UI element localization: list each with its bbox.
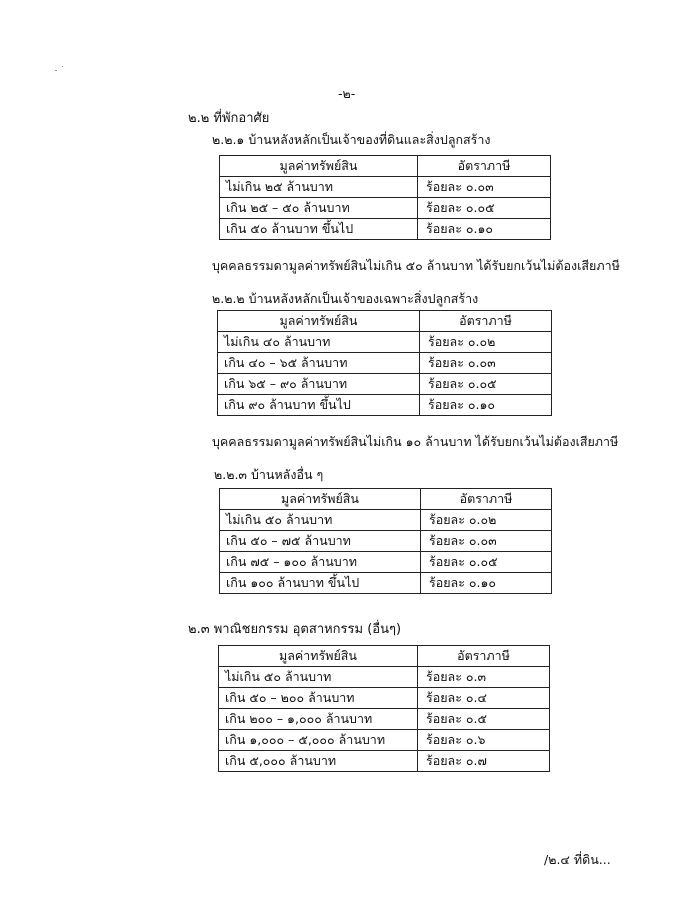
tax-rate-cell: ร้อยละ ๐.๔ [418, 688, 550, 709]
header-tax-rate: อัตราภาษี [420, 311, 552, 332]
header-tax-rate: อัตราภาษี [418, 156, 551, 177]
section-2-2-title: ๒.๒ ที่พักอาศัย [188, 111, 270, 126]
table-row [220, 219, 551, 240]
tax-rate-cell: ร้อยละ ๐.๑๐ [420, 395, 552, 416]
property-value-cell: เกิน ๙๐ ล้านบาท ขึ้นไป [218, 395, 420, 416]
table-row [220, 573, 552, 594]
header-property-value: มูลค่าทรัพย์สิน [218, 311, 420, 332]
header-tax-rate: อัตราภาษี [418, 646, 550, 667]
property-value-cell: เกิน ๗๕ – ๑๐๐ ล้านบาท [220, 552, 421, 573]
tax-rate-cell: ร้อยละ ๐.๐๓ [420, 353, 552, 374]
rate-table-2-2-1 [219, 155, 551, 240]
tax-rate-cell: ร้อยละ ๐.๐๕ [418, 198, 551, 219]
table-row [220, 510, 552, 531]
tax-rate-cell: ร้อยละ ๐.๐๕ [421, 552, 552, 573]
tax-rate-cell: ร้อยละ ๐.๖ [418, 730, 550, 751]
property-value-cell: เกิน ๕,๐๐๐ ล้านบาท [219, 751, 418, 772]
table-row [219, 667, 550, 688]
table-row [220, 531, 552, 552]
section-2-2-3-title: ๒.๒.๓ บ้านหลังอื่น ๆ [214, 467, 324, 482]
section-2-3-title: ๒.๓ พาณิชยกรรม อุตสาหกรรม (อื่นๆ) [188, 622, 402, 637]
tax-rate-cell: ร้อยละ ๐.๐๒ [421, 510, 552, 531]
tax-rate-cell: ร้อยละ ๐.๐๒ [420, 332, 552, 353]
exemption-note-2-2-2: บุคคลธรรมดามูลค่าทรัพย์สินไม่เกิน ๑๐ ล้านบาท ได้รับยกเว้นไม่ต้องเสียภาษี [212, 434, 619, 449]
tax-rate-cell: ร้อยละ ๐.๑๐ [421, 573, 552, 594]
property-value-cell: เกิน ๕๐ – ๗๕ ล้านบาท [220, 531, 421, 552]
tax-rate-cell: ร้อยละ ๐.๑๐ [418, 219, 551, 240]
header-property-value: มูลค่าทรัพย์สิน [220, 489, 421, 510]
rate-table-2-2-3 [219, 488, 552, 594]
property-value-cell: เกิน ๔๐ – ๖๕ ล้านบาท [218, 353, 420, 374]
table-header-row [220, 156, 551, 177]
table-row [219, 688, 550, 709]
property-value-cell: ไม่เกิน ๕๐ ล้านบาท [219, 667, 418, 688]
rate-table-2-3 [218, 645, 550, 772]
property-value-cell: เกิน ๒๕ – ๕๐ ล้านบาท [220, 198, 418, 219]
property-value-cell: เกิน ๑,๐๐๐ – ๕,๐๐๐ ล้านบาท [219, 730, 418, 751]
table-header-row [220, 489, 552, 510]
table-row [220, 552, 552, 573]
table-header-row [218, 311, 552, 332]
continuation-note: /๒.๔ ที่ดิน... [544, 852, 611, 867]
table-header-row [219, 646, 550, 667]
property-value-cell: เกิน ๒๐๐ – ๑,๐๐๐ ล้านบาท [219, 709, 418, 730]
table-row [218, 353, 552, 374]
table-row [220, 177, 551, 198]
table-row [219, 751, 550, 772]
table-row [219, 709, 550, 730]
rate-table-2-2-2 [217, 310, 552, 416]
tax-rate-cell: ร้อยละ ๐.๕ [418, 709, 550, 730]
exemption-note-2-2-1: บุคคลธรรมดามูลค่าทรัพย์สินไม่เกิน ๕๐ ล้านบาท ได้รับยกเว้นไม่ต้องเสียภาษี [212, 258, 620, 273]
tax-rate-cell: ร้อยละ ๐.๓ [418, 667, 550, 688]
table-row [218, 332, 552, 353]
table-row [220, 198, 551, 219]
property-value-cell: เกิน ๕๐ – ๒๐๐ ล้านบาท [219, 688, 418, 709]
property-value-cell: ไม่เกิน ๔๐ ล้านบาท [218, 332, 420, 353]
property-value-cell: เกิน ๕๐ ล้านบาท ขึ้นไป [220, 219, 418, 240]
header-tax-rate: อัตราภาษี [421, 489, 552, 510]
property-value-cell: ไม่เกิน ๒๕ ล้านบาท [220, 177, 418, 198]
tax-rate-cell: ร้อยละ ๐.๐๕ [420, 374, 552, 395]
section-2-2-1-title: ๒.๒.๑ บ้านหลังหลักเป็นเจ้าของที่ดินและสิ่งปลูกสร้าง [212, 132, 491, 147]
section-2-2-2-title: ๒.๒.๒ บ้านหลังหลักเป็นเจ้าของเฉพาะสิ่งปลูกสร้าง [212, 291, 479, 306]
property-value-cell: ไม่เกิน ๕๐ ล้านบาท [220, 510, 421, 531]
tax-rate-cell: ร้อยละ ๐.๐๓ [421, 531, 552, 552]
table-row [218, 374, 552, 395]
table-row [219, 730, 550, 751]
property-value-cell: เกิน ๖๕ – ๙๐ ล้านบาท [218, 374, 420, 395]
header-property-value: มูลค่าทรัพย์สิน [219, 646, 418, 667]
page-number: -๒- [338, 86, 356, 101]
tax-rate-cell: ร้อยละ ๐.๗ [418, 751, 550, 772]
tax-rate-cell: ร้อยละ ๐.๐๓ [418, 177, 551, 198]
table-row [218, 395, 552, 416]
header-property-value: มูลค่าทรัพย์สิน [220, 156, 418, 177]
property-value-cell: เกิน ๑๐๐ ล้านบาท ขึ้นไป [220, 573, 421, 594]
